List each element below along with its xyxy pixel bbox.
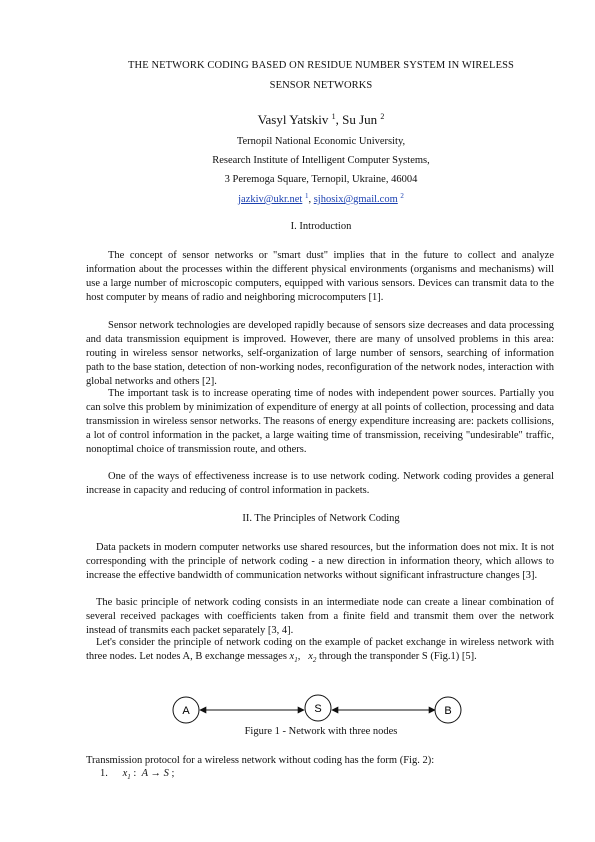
message-var-1-subscript: 1 bbox=[294, 656, 298, 665]
section-heading-introduction: I. Introduction bbox=[290, 221, 352, 232]
principles-paragraph-3-text-b: , bbox=[297, 651, 309, 662]
node-s-label: S bbox=[314, 703, 322, 715]
paper-title bbox=[86, 56, 556, 96]
intro-paragraph-3: The important task is to increase operating time of nodes with independent power sources. Partially you can solve this problem by minimization of expenditure of energy at all points of collection, processing and data transmission in wireless sensor networks. The reasons of energy expenditure increasing are: packets collisions, a lot of control information in the packet, a large waiting time of transmission, receiving "undesirable" traffic, nonoptimal choice of transmission route, and others. bbox=[86, 388, 554, 455]
principles-paragraph-3-text-a: Let's consider the principle of network coding on the example of packet exchange in wireless network with three nodes. Let nodes A, B exchange messages bbox=[86, 637, 554, 662]
step-variable-subscript: 1 bbox=[127, 773, 131, 782]
affiliation-line-3: 3 Peremoga Square, Ternopil, Ukraine, 46004 bbox=[224, 174, 418, 185]
message-variable-x1 bbox=[289, 651, 298, 665]
email-1-marker: 1 bbox=[304, 192, 309, 200]
affiliation-line-1: Ternopil National Economic University, bbox=[236, 136, 406, 147]
principles-paragraph-1: Data packets in modern computer networks use shared resources, but the information does not mix. It is not corresponding with the principle of network coding - a new direction in information theory, which allows to increase the effective bandwidth of communication networks without significant infrastructure changes [3]. bbox=[86, 542, 554, 581]
message-var-1-symbol: x bbox=[289, 651, 295, 662]
step-number: 1. bbox=[100, 768, 108, 779]
principles-paragraph-3 bbox=[86, 636, 554, 667]
author-list bbox=[86, 112, 556, 128]
message-var-2-symbol: x bbox=[308, 651, 313, 662]
step-separator: : bbox=[130, 768, 142, 779]
author-separator: , bbox=[335, 112, 343, 127]
email-link-2[interactable]: sjhosix@gmail.com bbox=[313, 194, 398, 205]
intro-paragraph-1: The concept of sensor networks or "smart dust" implies that in the future to collect and analyze information about the processes within the different physical environments (organisms and mechanisms) will use a large number of microscopic computers, equipped with various sensors. Devices can transmit data to the host computer by means of radio and neighboring microcomputers [1]. bbox=[86, 250, 554, 303]
email-link-1[interactable]: jazkiv@ukr.net bbox=[238, 194, 303, 205]
network-diagram bbox=[170, 694, 470, 726]
step-expression: A → S bbox=[141, 768, 169, 779]
node-a bbox=[173, 697, 199, 723]
node-b bbox=[435, 697, 461, 723]
message-var-2-subscript: 2 bbox=[312, 656, 317, 665]
email-separator: , bbox=[308, 194, 314, 205]
node-b-label: B bbox=[444, 705, 452, 717]
author-emails bbox=[86, 192, 556, 205]
author-1: Vasyl Yatskiv bbox=[257, 112, 329, 127]
intro-paragraph-2: Sensor network technologies are developed rapidly because of sensors size decreases and data processing and data transmission equipment is improved. However, there are many of unsolved problems in this area: routing in wireless sensor networks, self-organization of large number of sensors, searching of information path to the base station, detection of non-working nodes, reconfiguration of the network nodes, interaction with global networks and others [2]. bbox=[86, 320, 554, 387]
step-end: ; bbox=[168, 768, 175, 779]
node-s bbox=[305, 695, 331, 721]
node-a-label: A bbox=[182, 705, 190, 717]
author-2: Su Jun bbox=[342, 112, 378, 127]
step-variable bbox=[122, 768, 131, 782]
email-2-marker: 2 bbox=[400, 192, 404, 200]
title-line-2: SENSOR NETWORKS bbox=[269, 80, 373, 91]
intro-paragraph-4: One of the ways of effectiveness increase is to use network coding. Network coding provides a general increase in capacity and reducing of control information in packets. bbox=[86, 471, 554, 496]
figure-1-caption: Figure 1 - Network with three nodes bbox=[244, 726, 398, 737]
step-variable-symbol: x bbox=[122, 768, 128, 779]
protocol-intro: Transmission protocol for a wireless network without coding has the form (Fig. 2): bbox=[86, 755, 435, 766]
principles-paragraph-2: The basic principle of network coding consists in an intermediate node can create a linear combination of several received packages with coefficients taken from a finite field and transmit them over the network instead of transmits each packet separately [3, 4]. bbox=[86, 597, 554, 636]
author-1-marker: 1 bbox=[331, 112, 336, 121]
section-heading-principles: II. The Principles of Network Coding bbox=[242, 513, 400, 524]
principles-paragraph-3-text-c: through the transponder S (Fig.1) [5]. bbox=[316, 651, 477, 662]
title-line-1: THE NETWORK CODING BASED ON RESIDUE NUMBER SYSTEM IN WIRELESS bbox=[128, 60, 514, 71]
author-2-marker: 2 bbox=[380, 112, 385, 121]
affiliation-line-2: Research Institute of Intelligent Computer Systems, bbox=[212, 155, 430, 166]
protocol-step-1 bbox=[100, 768, 174, 781]
